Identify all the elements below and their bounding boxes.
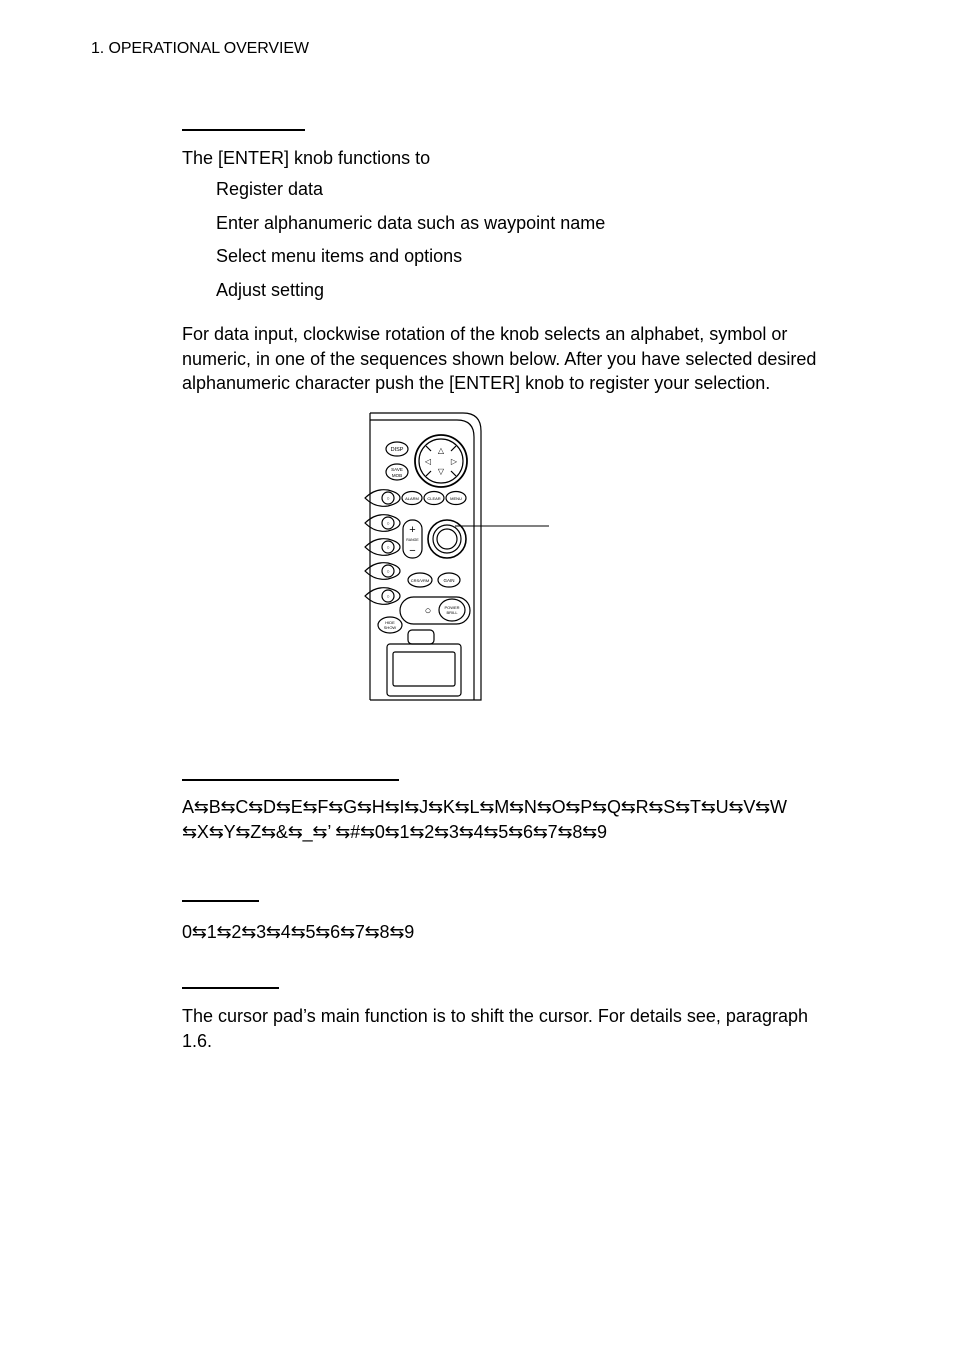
crs-vrm-label: CRS/VRM <box>410 578 430 583</box>
range-plus-label: + <box>409 524 416 536</box>
clear-label: CLEAR <box>427 496 441 501</box>
function-item-enter-alphanumeric: Enter alphanumeric data such as waypoint name <box>216 213 606 233</box>
range-minus-label: − <box>409 545 416 557</box>
data-input-line-1: For data input, clockwise rotation of the knob selects an alphabet, symbol or <box>182 324 788 344</box>
menu-label: MENU <box>450 496 462 501</box>
cursor-pad-line-2: 1.6. <box>182 1030 213 1051</box>
alarm-label: ALARM <box>405 496 419 501</box>
section-rule-numeric <box>182 900 259 902</box>
section-rule-alphanumeric <box>182 779 399 781</box>
power-glyph: ○ <box>424 605 432 617</box>
arrow-up-icon: △ <box>437 446 445 455</box>
cursor-pad <box>415 435 467 487</box>
disp-label: DISP <box>390 447 404 453</box>
show-label: SHOW <box>383 625 397 630</box>
cursor-pad-line-1: The cursor pad’s main function is to shift the cursor. For details see, paragraph <box>182 1006 808 1026</box>
range-label: RANGE <box>406 538 419 542</box>
cursor-pad-paragraph <box>182 1004 842 1053</box>
function-item-select-menu: Select menu items and options <box>216 246 463 266</box>
control-panel-figure <box>355 408 560 708</box>
alphanumeric-sequence <box>182 795 787 845</box>
soft-key-5-glyph: ○ <box>386 594 390 600</box>
data-input-line-3: alphanumeric character push the [ENTER] knob to register your selection. <box>182 373 771 393</box>
function-item-adjust: Adjust setting <box>216 280 325 300</box>
soft-key-3-glyph: ○ <box>386 545 390 551</box>
soft-key-4-glyph: ○ <box>386 569 390 575</box>
soft-key-1-glyph: ○ <box>386 496 390 502</box>
numeric-sequence: 0⇆1⇆2⇆3⇆4⇆5⇆6⇆7⇆8⇆9 <box>182 922 415 942</box>
alphanumeric-sequence-line-2: ⇆X⇆Y⇆Z⇆&⇆_⇆’ ⇆#⇆0⇆1⇆2⇆3⇆4⇆5⇆6⇆7⇆8⇆9 <box>182 822 607 842</box>
enter-knob-intro: The [ENTER] knob functions to <box>182 148 431 168</box>
data-input-line-2: numeric, in one of the sequences shown below. After you have selected desired <box>182 348 817 369</box>
alphanumeric-sequence-line-1: A⇆B⇆C⇆D⇆E⇆F⇆G⇆H⇆I⇆J⇆K⇆L⇆M⇆N⇆O⇆P⇆Q⇆R⇆S⇆T⇆U⇆V⇆W <box>182 797 787 817</box>
arrow-right-icon: ▷ <box>450 457 458 466</box>
function-item-register: Register data <box>216 179 324 199</box>
save-label: SAVE <box>391 467 403 472</box>
power-label: POWER <box>444 605 460 610</box>
hide-label: HIDE <box>385 620 395 625</box>
soft-key-2-glyph: ○ <box>386 521 390 527</box>
section-rule-enter-knob <box>182 129 305 131</box>
running-header: 1. OPERATIONAL OVERVIEW <box>91 40 309 57</box>
brill-label: BRILL <box>446 610 458 615</box>
arrow-down-icon: ▽ <box>437 467 445 476</box>
data-input-paragraph <box>182 322 842 396</box>
arrow-left-icon: ◁ <box>424 457 432 466</box>
section-rule-cursor-pad <box>182 987 279 989</box>
mob-label: MOB <box>391 473 403 478</box>
gain-label: GAIN <box>443 578 455 583</box>
card-slot-handle <box>408 630 434 644</box>
